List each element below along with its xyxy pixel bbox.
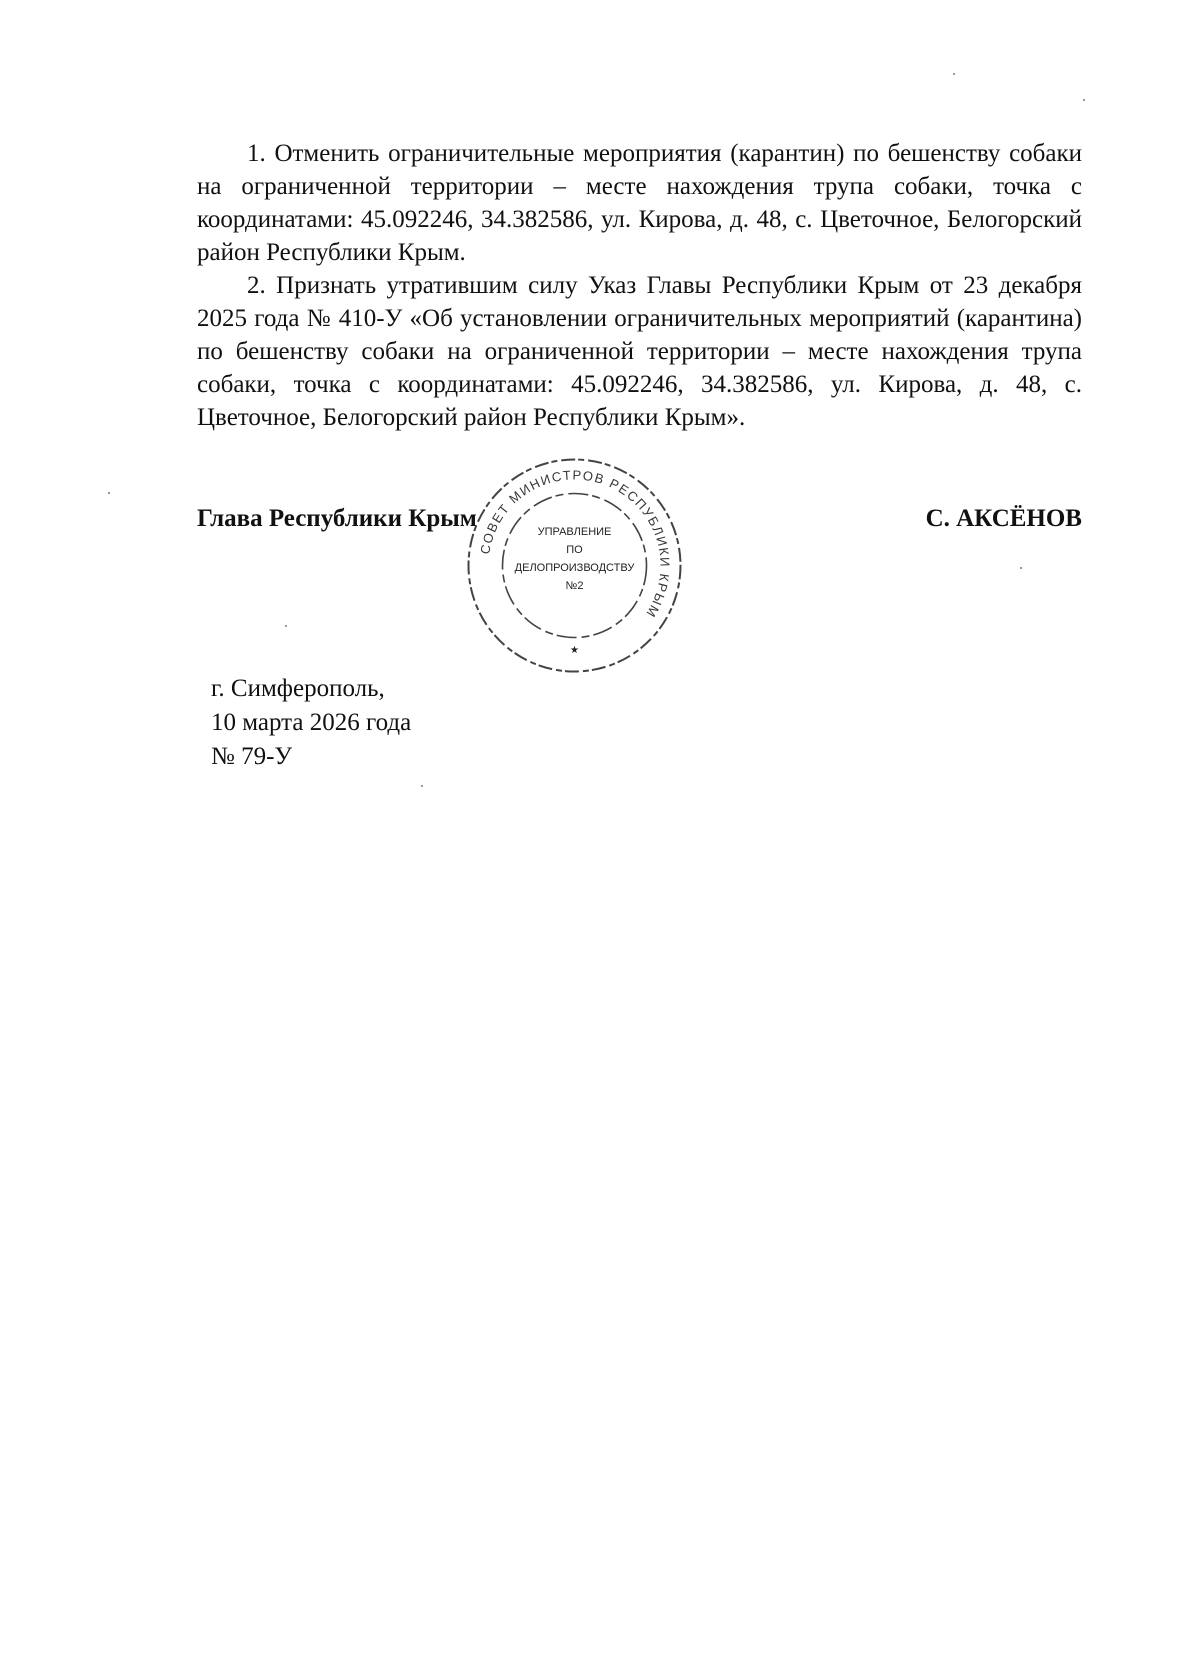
seal-line-1: УПРАВЛЕНИЕ — [537, 526, 612, 538]
decree-body — [197, 137, 1082, 434]
decree-paragraph-1: 1. Отменить ограничительные мероприятия (карантин) по бешенству собаки на ограниченной территории – месте нахождения трупа собаки, точка с координатами: 45.092246, 34.382586, ул. Кирова, д. 48, с. Цветочное, Белогорский район Республики Крым. — [197, 140, 1082, 266]
scan-speck — [1020, 567, 1022, 569]
signature-title: Глава Республики Крым — [197, 505, 477, 532]
scan-speck — [953, 73, 955, 75]
scan-speck — [421, 785, 423, 787]
official-seal — [462, 453, 687, 678]
seal-line-3: ДЕЛОПРОИЗВОДСТВУ — [514, 562, 635, 574]
seal-line-4: №2 — [565, 580, 584, 592]
seal-graphic — [462, 453, 687, 678]
seal-ring-text: СОВЕТ МИНИСТРОВ РЕСПУБЛИКИ КРЫМ — [477, 467, 673, 621]
seal-star-icon: ★ — [570, 645, 579, 656]
issue-details — [211, 672, 411, 774]
issue-date: 10 марта 2026 года — [211, 709, 412, 736]
decree-paragraph-2: 2. Признать утратившим силу Указ Главы Республики Крым от 23 декабря 2025 года № 410-У «Об установлении ограничительных мероприятий (карантина) по бешенству собаки на ограниченной территории – месте нахождения трупа собаки, точка с координатами: 45.092246, 34.382586, ул. Кирова, д. 48, с. Цветочное, Белогорский район Республики Крым». — [197, 272, 1082, 431]
seal-line-2: ПО — [566, 544, 583, 556]
scan-speck — [108, 492, 110, 494]
signature-name: С. АКСЁНОВ — [925, 505, 1082, 532]
scan-speck — [1083, 99, 1085, 101]
scan-speck — [285, 625, 287, 627]
issue-place: г. Симферополь, — [211, 675, 385, 702]
issue-number: № 79-У — [211, 743, 293, 770]
